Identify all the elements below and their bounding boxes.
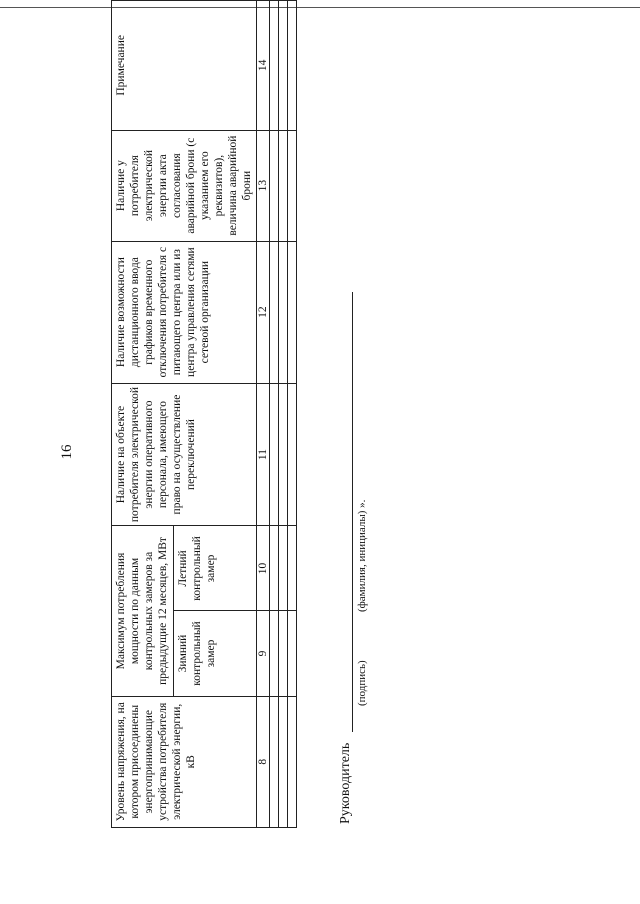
table-row — [288, 1, 297, 828]
signature-label: Руководитель — [338, 742, 353, 824]
column-number: 9 — [257, 611, 270, 696]
column-number: 8 — [257, 696, 270, 827]
column-number-row — [257, 1, 270, 828]
column-number: 12 — [257, 241, 270, 383]
table-cell — [288, 526, 297, 611]
column-number: 10 — [257, 526, 270, 611]
header-winter: Зимний контрольный замер — [173, 611, 256, 696]
table-cell — [279, 526, 288, 611]
column-number: 13 — [257, 130, 270, 241]
header-note: Примечание — [112, 1, 257, 131]
header-personnel: Наличие на объекте потребителя электрической энергии оперативного персонала, имеющего право на осуществление переключений — [112, 383, 257, 526]
signature-hint: (подпись) — [356, 660, 368, 706]
table-cell — [270, 1, 279, 131]
header-emergency-act: Наличие у потребителя электрической энергии акта согласования аварийной брони (с указанием его реквизитов), величина аварийной брони — [112, 130, 257, 241]
table-cell — [270, 383, 279, 526]
table-cell — [288, 130, 297, 241]
page-number: 16 — [59, 444, 75, 460]
signature-block — [338, 224, 378, 824]
column-number: 14 — [257, 1, 270, 131]
table-cell — [279, 1, 288, 131]
table-row — [279, 1, 288, 828]
table-row — [270, 1, 279, 828]
table-cell — [288, 241, 297, 383]
table-cell — [270, 526, 279, 611]
table-cell — [279, 696, 288, 827]
header-max-power: Максимум потребления мощности по данным контрольных замеров за предыдущие 12 месяцев, МВт — [112, 526, 174, 696]
name-hint: (фамилия, инициалы) ». — [356, 499, 368, 612]
signature-line — [352, 292, 353, 732]
table-cell — [288, 1, 297, 131]
table-cell — [279, 241, 288, 383]
table-cell — [288, 696, 297, 827]
table-cell — [270, 130, 279, 241]
table-cell — [279, 383, 288, 526]
table-cell — [270, 241, 279, 383]
data-table — [111, 0, 297, 828]
header-voltage-level: Уровень напряжения, на котором присоединены энергопринимающие устройства потребителя электрической энергии, кВ — [112, 696, 257, 827]
header-summer: Летний контрольный замер — [173, 526, 256, 611]
table-cell — [279, 130, 288, 241]
column-number: 11 — [257, 383, 270, 526]
header-remote-input: Наличие возможности дистанционного ввода графиков временного отключения потребителя с питающего центра или из центра управления сетями сетевой организации — [112, 241, 257, 383]
table-cell — [288, 383, 297, 526]
table-cell — [279, 611, 288, 696]
table-cell — [288, 611, 297, 696]
table-cell — [270, 696, 279, 827]
table-cell — [270, 611, 279, 696]
